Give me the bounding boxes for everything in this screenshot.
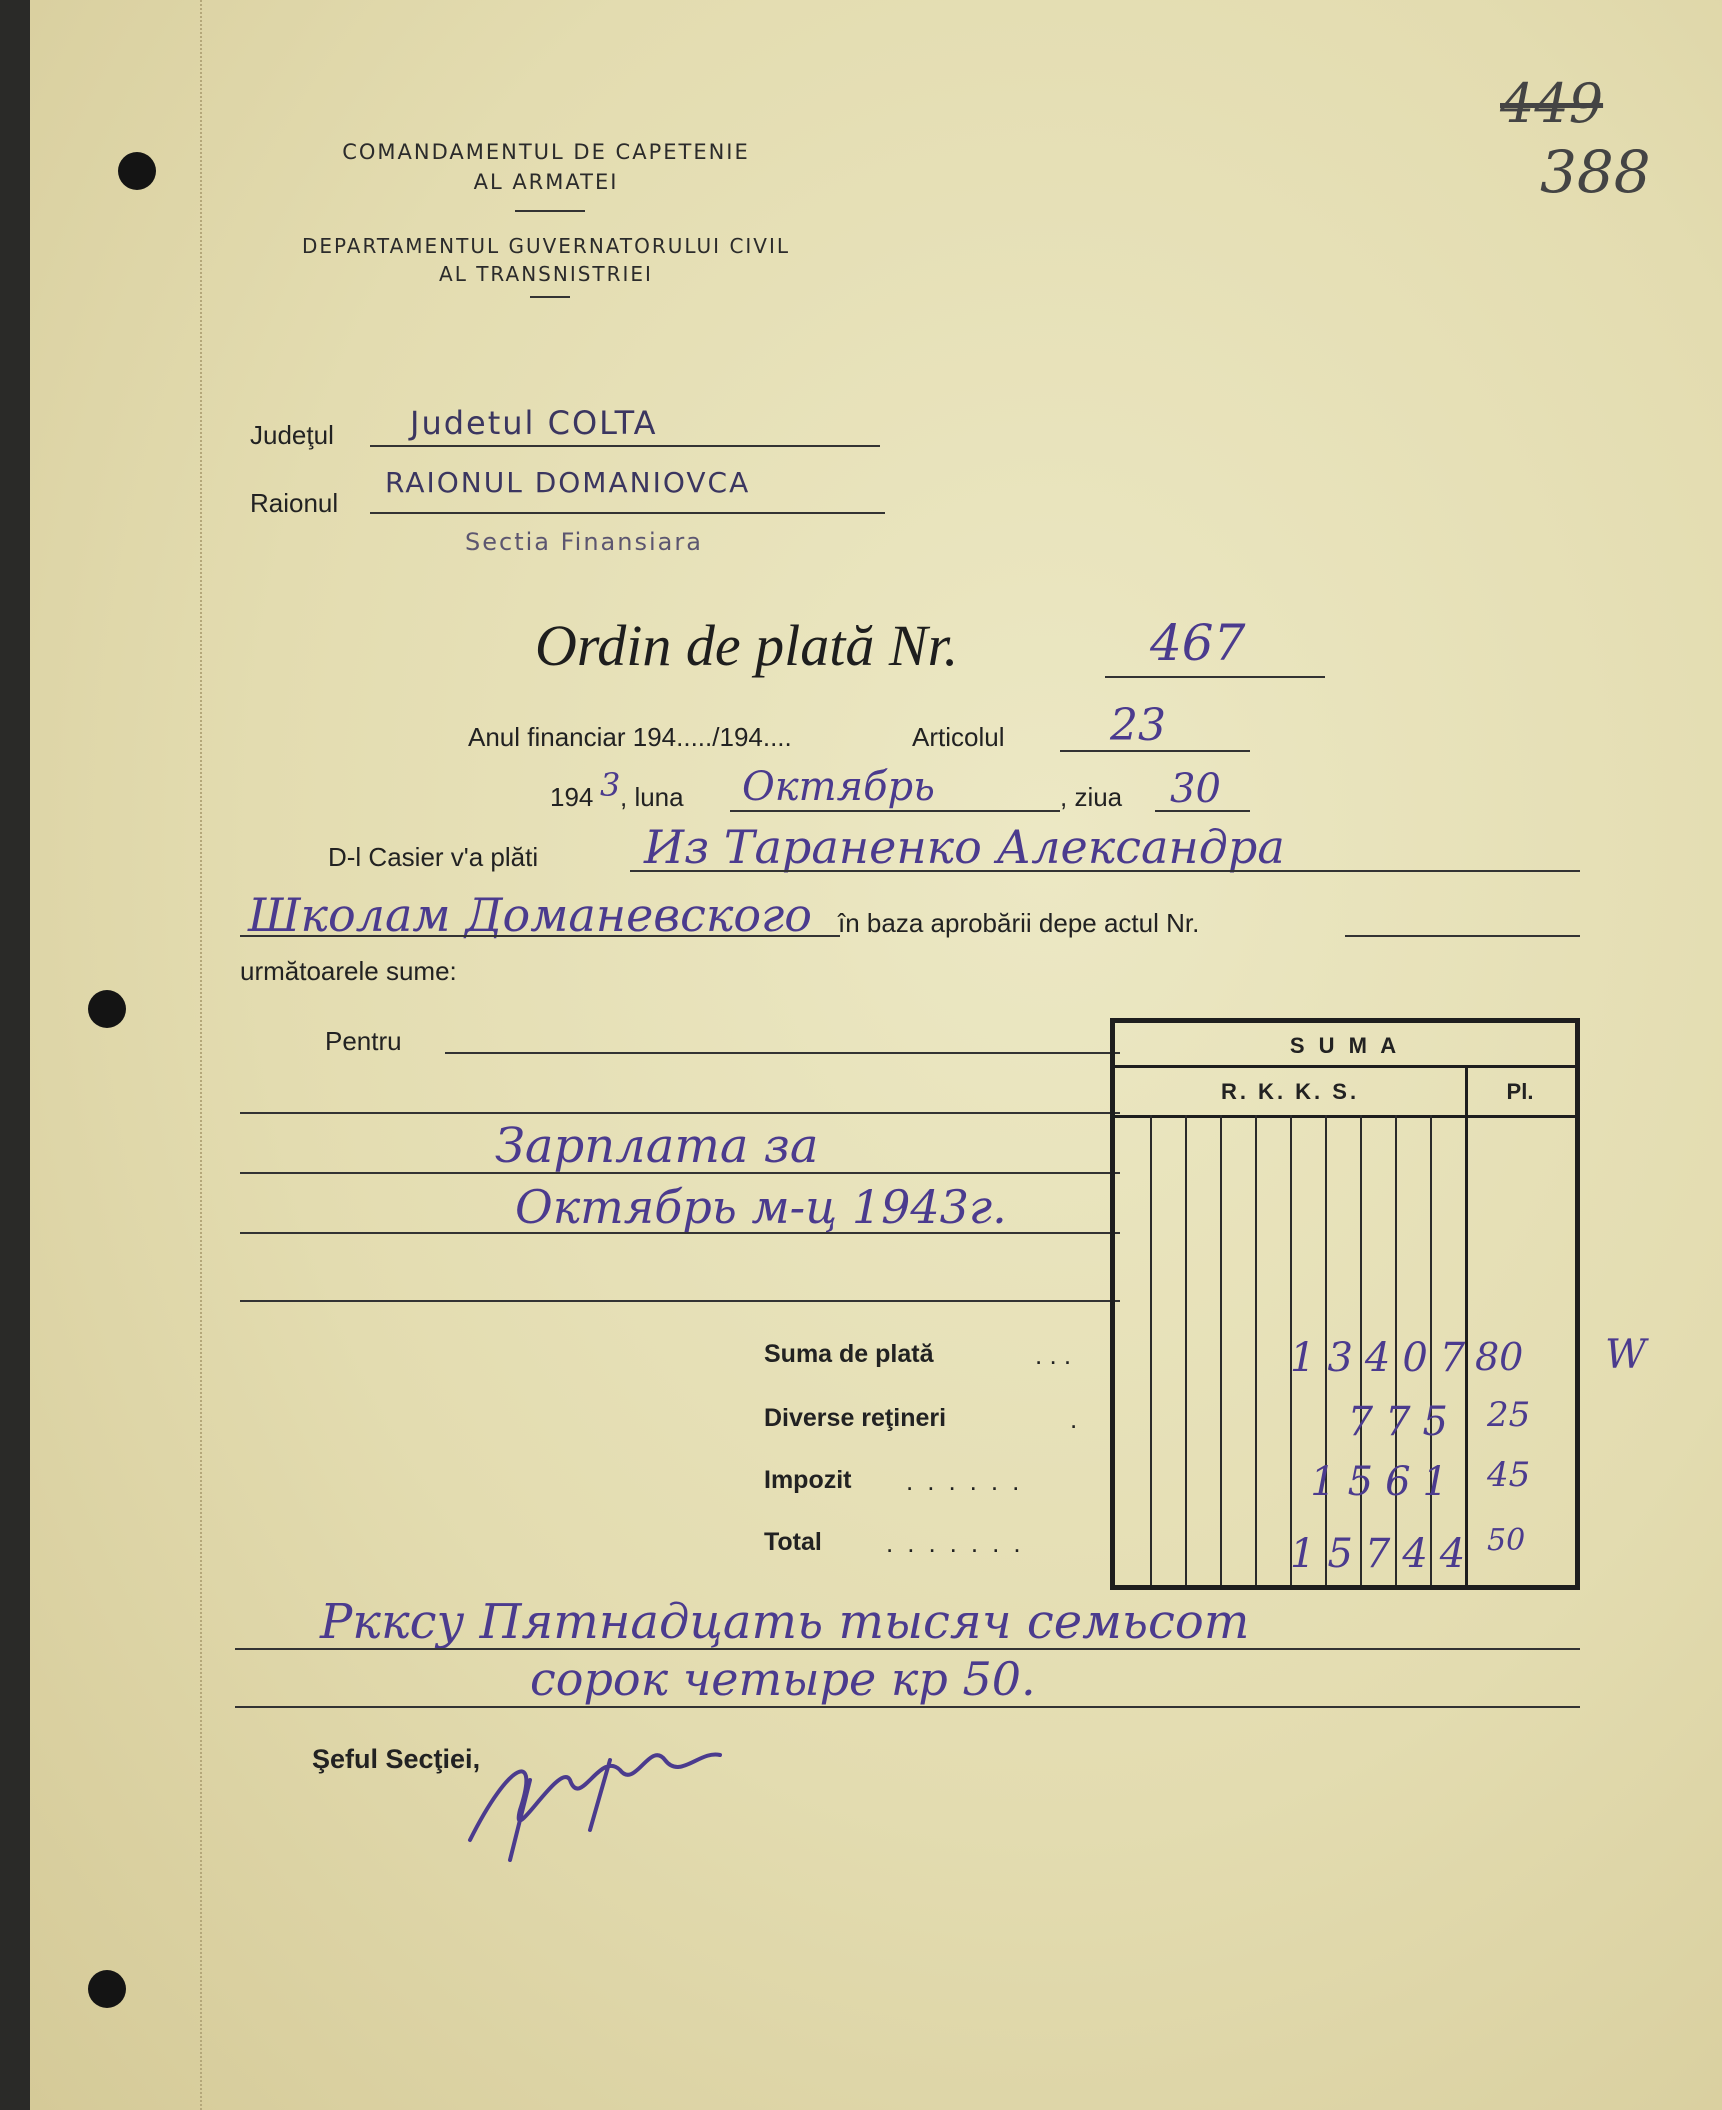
raionul-line [370, 512, 885, 514]
header-line-1: COMANDAMENTUL DE CAPETENIE [342, 140, 750, 164]
binding-fold [200, 0, 202, 2110]
luna-value: Октябрь [742, 764, 935, 810]
articol-label: Articolul [912, 722, 1005, 752]
suma-plata-amount: 13407 [1290, 1335, 1478, 1381]
header-line-3: DEPARTAMENTUL GUVERNATORULUI CIVIL [301, 234, 791, 258]
sef-label: Şeful Secţiei, [312, 1744, 481, 1774]
archive-number: 388 [1540, 138, 1651, 206]
total-amount: 15744 [1290, 1531, 1478, 1577]
digit-col-3 [1220, 1115, 1222, 1585]
punch-hole-bottom [88, 1970, 126, 2008]
column-header-divider [1115, 1115, 1575, 1118]
words-line-1 [235, 1648, 1580, 1650]
amount-words-2: сорок четыре кр 50. [530, 1652, 1036, 1706]
baza-line [1345, 935, 1580, 937]
header-line-4: AL TRANSNISTRIEI [439, 262, 653, 286]
total-dots: ....... [886, 1528, 1035, 1558]
impozit-label: Impozit [764, 1466, 852, 1494]
ziua-line [1155, 810, 1250, 812]
urmatoarele-label: următoarele sume: [240, 956, 457, 986]
header-divider-2 [530, 296, 570, 298]
document-paper [30, 0, 1722, 2110]
pl-divider [1465, 1065, 1468, 1585]
retineri-pl: 25 [1487, 1395, 1531, 1435]
pentru-value-2: Октябрь м-ц 1943г. [515, 1180, 1007, 1234]
side-mark: W [1605, 1332, 1647, 1378]
retineri-label: Diverse reţineri [764, 1404, 947, 1432]
digit-col-4 [1255, 1115, 1257, 1585]
amount-words-1: Ркксу Пятнадцать тысяч семьсот [320, 1594, 1250, 1650]
ziua-value: 30 [1170, 766, 1221, 812]
financial-year-label: Anul financiar 194...../194.... [468, 722, 792, 752]
baza-label: în baza aprobării depe actul Nr. [838, 908, 1200, 938]
impozit-dots: ...... [906, 1466, 1034, 1496]
pentru-line-2 [240, 1112, 1120, 1114]
impozit-pl: 45 [1487, 1455, 1531, 1495]
words-line-2 [235, 1706, 1580, 1708]
header-divider-1 [515, 210, 585, 212]
casier-line-1 [630, 870, 1580, 872]
articol-value: 23 [1110, 700, 1166, 751]
casier-value-1: Из Тараненко Александра [644, 820, 1285, 874]
judetul-label: Judeţul [250, 420, 334, 450]
suma-plata-dots: . . . [1035, 1340, 1072, 1370]
articol-line [1060, 750, 1250, 752]
suma-plata-pl: 80 [1475, 1335, 1524, 1379]
header-line-2: AL ARMATEI [473, 170, 619, 194]
order-number: 467 [1150, 614, 1246, 672]
suma-table [1110, 1018, 1580, 1590]
suma-header-divider [1115, 1065, 1575, 1068]
impozit-amount: 1561 [1310, 1459, 1460, 1505]
retineri-amount: 775 [1347, 1399, 1460, 1445]
casier-line-2 [240, 935, 840, 937]
pentru-line-5 [240, 1300, 1120, 1302]
suma-header: S U M A [1289, 1033, 1401, 1058]
pentru-value-1: Зарплата за [495, 1118, 819, 1174]
pentru-line-4 [240, 1232, 1120, 1234]
archive-number-struck: 449 [1500, 72, 1604, 135]
total-label: Total [764, 1528, 822, 1556]
digit-col-2 [1185, 1115, 1187, 1585]
signature [450, 1720, 790, 1870]
order-title: Ordin de plată Nr. [535, 613, 959, 678]
casier-label: D-l Casier v'a plăti [328, 842, 539, 872]
raionul-stamp: RAIONUL DOMANIOVCA [385, 466, 751, 499]
year-suffix: 3 [600, 766, 621, 804]
section-stamp: Sectia Finansiara [465, 528, 703, 556]
total-pl: 50 [1487, 1523, 1526, 1558]
raionul-label: Raionul [250, 488, 339, 518]
luna-label: , luna [620, 782, 684, 812]
rkks-header: R. K. K. S. [1220, 1079, 1360, 1104]
digit-col-1 [1150, 1115, 1152, 1585]
judetul-line [370, 445, 880, 447]
ziua-label: , ziua [1060, 782, 1123, 812]
pentru-line-1 [445, 1052, 1120, 1054]
pentru-line-3 [240, 1172, 1120, 1174]
pl-header: Pl. [1506, 1079, 1534, 1104]
punch-hole-top [118, 152, 156, 190]
year-prefix: 194 [550, 782, 594, 812]
suma-plata-label: Suma de plată [764, 1340, 934, 1368]
judetul-stamp: Judetul COLTA [410, 404, 658, 442]
order-number-line [1105, 676, 1325, 678]
punch-hole-middle [88, 990, 126, 1028]
pentru-label: Pentru [325, 1026, 402, 1056]
luna-line [730, 810, 1060, 812]
retineri-dots: . [1070, 1404, 1078, 1434]
casier-value-2: Школам Доманевского [248, 888, 812, 942]
